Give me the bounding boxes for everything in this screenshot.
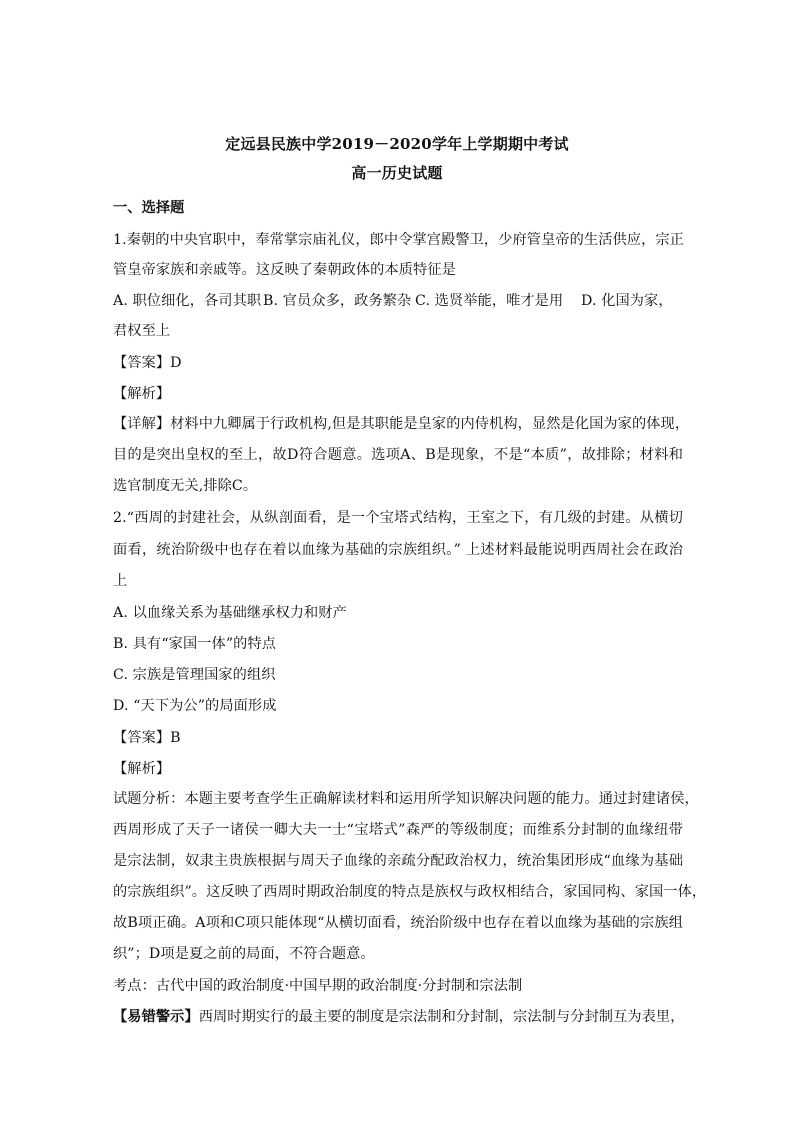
q2-analysis-line: 是宗法制，奴隶主贵族根据与周天子血缘的亲疏分配政治权力，统治集团形成“血缘为基础 [113,853,683,869]
q2-option-d: D. “天下为公”的局面形成 [113,698,277,714]
q2-analysis-line: 试题分析：本题主要考查学生正确解读材料和运用所学知识解决问题的能力。通过封建诸侯， [113,791,699,807]
q2-analysis-line: 的宗族组织”。这反映了西周时期政治制度的特点是族权与政权相结合，家国同构、家国一体， [113,884,707,900]
q1-option-c: C. 选贤举能，唯才是用 [415,293,564,309]
q2-warning-text: 西周时期实行的最主要的制度是宗法制和分封制，宗法制与分封制互为表里， [198,1009,685,1025]
q2-stem-line: 上 [113,573,128,589]
q1-answer: 【答案】D [113,355,182,371]
q1-detail-line: 【详解】材料中九卿属于行政机构,但是其职能是皇家的内侍机构，显然是化国为家的体现， [113,416,690,432]
exam-subtitle: 高一历史试题 [351,164,443,182]
q2-kaodian: 考点：古代中国的政治制度·中国早期的政治制度·分封制和宗法制 [113,978,523,994]
q1-stem-line: 管皇帝家族和亲戚等。这反映了秦朝政体的本质特征是 [113,262,456,278]
q2-option-c: C. 宗族是管理国家的组织 [113,667,276,683]
q2-analysis-line: 西周形成了天子一诸侯一卿大夫一士“宝塔式”森严的等级制度；而维系分封制的血缘纽带 [113,822,683,838]
q2-option-b: B. 具有“家国一体”的特点 [113,636,277,652]
q1-options-row [113,290,683,310]
exam-title: 定远县民族中学2019－2020学年上学期期中考试 [225,135,569,153]
q2-warning-label: 【易错警示】 [113,1009,199,1025]
q2-answer: 【答案】B [113,730,181,746]
q1-detail-line: 选官制度无关,排除C。 [113,478,258,494]
q2-option-a: A. 以血缘关系为基础继承权力和财产 [113,605,347,621]
q1-stem-line: 1.秦朝的中央官职中，奉常掌宗庙礼仪，郎中令掌宫殿警卫，少府管皇帝的生活供应，宗正 [113,232,684,248]
q1-detail-line: 目的是突出皇权的至上，故D符合题意。选项A、B是现象，不是“本质”，故排除；材料和 [113,447,683,463]
q1-option-b: B. 官员众多，政务繁杂 [263,293,412,309]
q1-option-d: D. 化国为家， [581,293,673,309]
q2-analysis-line: 织”；D项是夏之前的局面，不符合题意。 [113,946,375,962]
q2-stem-line: 面看，统治阶级中也存在着以血缘为基础的宗族组织。” 上述材料最能说明西周社会在政治 [113,542,683,558]
q2-stem-line: 2.“西周的封建社会，从纵剖面看，是一个宝塔式结构，王室之下，有几级的封建。从横切 [113,510,683,526]
q1-analysis-label: 【解析】 [113,386,171,402]
q1-option-d-continued: 君权至上 [113,323,171,339]
q2-analysis-label: 【解析】 [113,761,171,777]
q1-option-a: A. 职位细化，各司其职 [113,293,262,309]
q2-warning-row [113,1006,683,1026]
q2-analysis-line: 故B项正确。A项和C项只能体现“从横切面看，统治阶级中也存在着以血缘为基础的宗族组 [113,915,683,931]
section-heading: 一、选择题 [113,200,185,216]
